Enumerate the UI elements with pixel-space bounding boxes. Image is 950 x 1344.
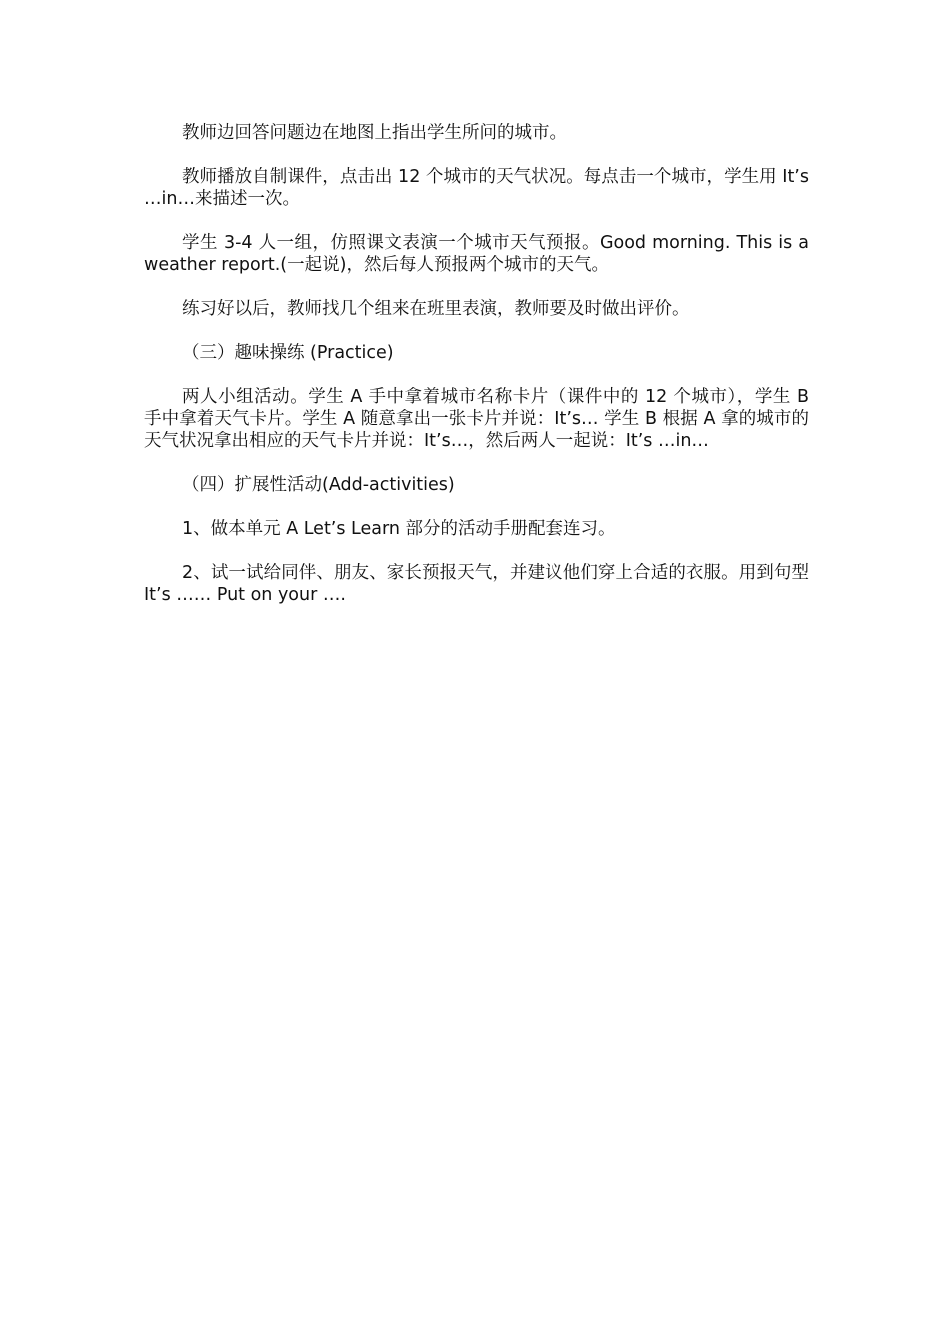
section-heading-add-activities: （四）扩展性活动(Add-activities)	[182, 475, 455, 495]
section-heading-practice: （三）趣味操练 (Practice)	[182, 343, 394, 363]
list-item-workbook: 1、做本单元 A Let’s Learn 部分的活动手册配套连习。	[182, 519, 616, 539]
paragraph-pair-activity: 两人小组活动。学生 A 手中拿着城市名称卡片（课件中的 12 个城市），学生 B 手中拿着天气卡片。学生 A 随意拿出一张卡片并说：It’s… 学生 B 根据 A 拿的城市的天气状况拿出相应的天气卡片并说：It’s…，然后两人一起说：It’s …in…	[144, 387, 809, 451]
document-body	[144, 122, 809, 628]
paragraph-group-weather-report: 学生 3-4 人一组，仿照课文表演一个城市天气预报。Good morning. This is a weather report.(一起说)，然后每人预报两个城市的天气。	[144, 233, 809, 275]
paragraph-group-performance: 练习好以后，教师找几个组来在班里表演，教师要及时做出评价。	[182, 299, 690, 319]
paragraph-teacher-answers: 教师边回答问题边在地图上指出学生所问的城市。	[182, 123, 567, 143]
paragraph-courseware-weather: 教师播放自制课件，点击出 12 个城市的天气状况。每点击一个城市，学生用 It’s …in…来描述一次。	[144, 167, 809, 209]
list-item-forecast-family: 2、试一试给同伴、朋友、家长预报天气，并建议他们穿上合适的衣服。用到句型 It’s …… Put on your ….	[144, 563, 809, 605]
